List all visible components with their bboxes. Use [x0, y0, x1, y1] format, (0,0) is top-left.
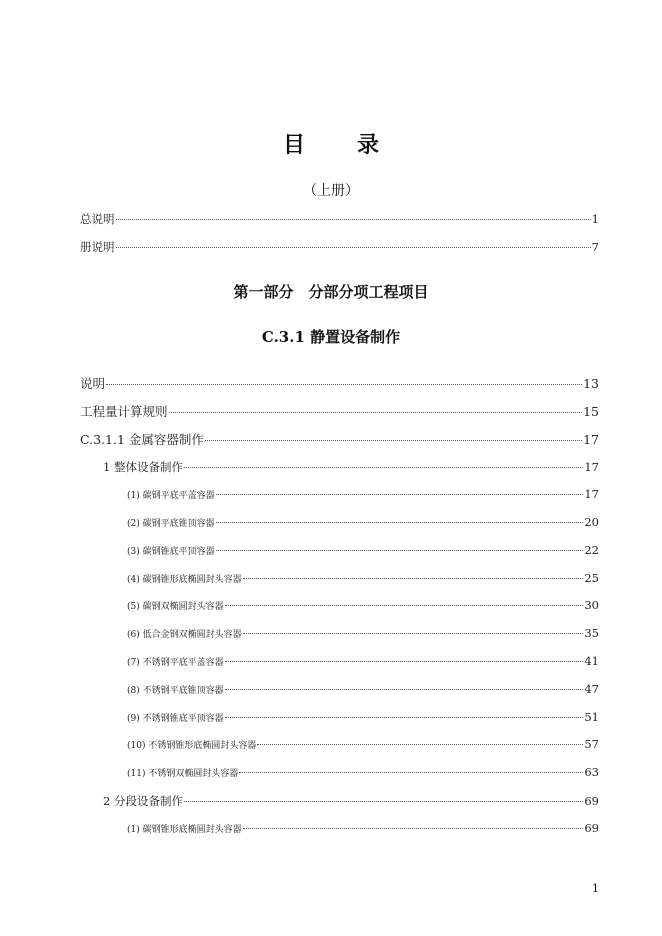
toc-entry-page: 7	[591, 240, 599, 254]
page-number: 1	[592, 882, 599, 895]
toc-entry-label: (11) 不锈钢双椭圆封头容器	[127, 769, 239, 779]
leader-dots	[216, 550, 584, 551]
toc-entry-page: 15	[583, 404, 599, 419]
leader-dots	[216, 522, 584, 523]
toc-entry-label: (2) 碳钢平底锥顶容器	[127, 519, 215, 529]
toc-entry[interactable]	[80, 211, 599, 227]
toc-entry-page: 30	[584, 598, 599, 612]
title-char-2: 录	[357, 132, 380, 158]
leader-dots	[216, 494, 584, 495]
leader-dots	[116, 247, 591, 248]
leader-dots	[106, 384, 582, 385]
toc-entry[interactable]	[127, 682, 599, 696]
leader-dots	[239, 772, 583, 773]
toc-entry[interactable]	[127, 571, 599, 585]
leader-dots	[184, 801, 583, 802]
part-title: 第一部分 分部分项工程项目	[233, 283, 429, 301]
leader-dots	[243, 828, 584, 829]
toc-entry[interactable]	[127, 821, 599, 835]
leader-dots	[184, 467, 583, 468]
toc-entry-label: (1) 碳钢锥形底椭圆封头容器	[127, 825, 242, 835]
title-char-1: 目	[282, 132, 305, 158]
leader-dots	[169, 412, 583, 413]
toc-entry[interactable]	[127, 515, 599, 529]
toc-entry-label: (1) 碳钢平底平盖容器	[127, 491, 215, 501]
leader-dots	[225, 605, 584, 606]
toc-entry-page: 17	[583, 432, 599, 447]
toc-entry[interactable]	[80, 430, 599, 448]
leader-dots	[243, 633, 584, 634]
toc-entry-page: 63	[584, 765, 599, 779]
toc-entry-page: 17	[584, 487, 599, 501]
leader-dots	[257, 744, 583, 745]
volume-label: （上册）	[303, 183, 359, 199]
toc-entry-label: 册说明	[80, 240, 115, 254]
toc-entry-label: 总说明	[80, 212, 115, 226]
toc-entry-page: 47	[584, 682, 599, 696]
toc-entry-page: 25	[584, 571, 599, 585]
toc-entry-page: 41	[584, 654, 599, 668]
leader-dots	[116, 219, 591, 220]
toc-entry-page: 1	[591, 212, 599, 226]
toc-entry-label: (8) 不锈钢平底锥顶容器	[127, 686, 224, 696]
toc-entry-page: 20	[584, 515, 599, 529]
toc-entry-page: 51	[584, 710, 599, 724]
leader-dots	[225, 661, 584, 662]
toc-entry[interactable]	[103, 793, 599, 809]
toc-entry-page: 17	[584, 460, 599, 474]
toc-entry-label: (3) 碳钢锥底平顶容器	[127, 547, 215, 557]
toc-entry-label: C.3.1.1 金属容器制作	[80, 432, 204, 447]
toc-entry[interactable]	[127, 598, 599, 612]
toc-entry[interactable]	[127, 654, 599, 668]
toc-entry-label: (6) 低合金钢双椭圆封头容器	[127, 630, 242, 640]
page-title	[0, 128, 662, 159]
toc-entry-label: 1 整体设备制作	[103, 460, 183, 474]
toc-entry-page: 69	[584, 821, 599, 835]
toc-entry-label: (10) 不锈钢锥形底椭圆封头容器	[127, 741, 257, 751]
toc-entry-label: 2 分段设备制作	[103, 794, 183, 808]
toc-entry[interactable]	[80, 374, 599, 392]
toc-entry[interactable]	[80, 239, 599, 255]
toc-entry[interactable]	[127, 765, 599, 779]
toc-entry-label: 说明	[80, 376, 106, 391]
leader-dots	[225, 717, 584, 718]
toc-entry-page: 57	[584, 737, 599, 751]
toc-entry[interactable]	[127, 710, 599, 724]
toc-entry-page: 69	[584, 794, 599, 808]
toc-entry-page: 35	[584, 626, 599, 640]
toc-entry[interactable]	[127, 737, 599, 751]
section-title: C.3.1 静置设备制作	[261, 328, 401, 346]
toc-entry[interactable]	[127, 626, 599, 640]
toc-entry-page: 13	[583, 376, 599, 391]
leader-dots	[243, 578, 584, 579]
toc-entry-page: 22	[584, 543, 599, 557]
toc-entry[interactable]	[80, 402, 599, 420]
leader-dots	[225, 689, 584, 690]
toc-entry[interactable]	[127, 487, 599, 501]
toc-entry[interactable]	[127, 543, 599, 557]
toc-entry-label: (5) 碳钢双椭圆封头容器	[127, 602, 224, 612]
toc-entry-label: (9) 不锈钢锥底平顶容器	[127, 714, 224, 724]
toc-entry-label: (4) 碳钢锥形底椭圆封头容器	[127, 575, 242, 585]
leader-dots	[205, 440, 582, 441]
toc-entry-label: (7) 不锈钢平底平盖容器	[127, 658, 224, 668]
toc-entry-label: 工程量计算规则	[80, 404, 168, 419]
toc-entry[interactable]	[103, 459, 599, 475]
